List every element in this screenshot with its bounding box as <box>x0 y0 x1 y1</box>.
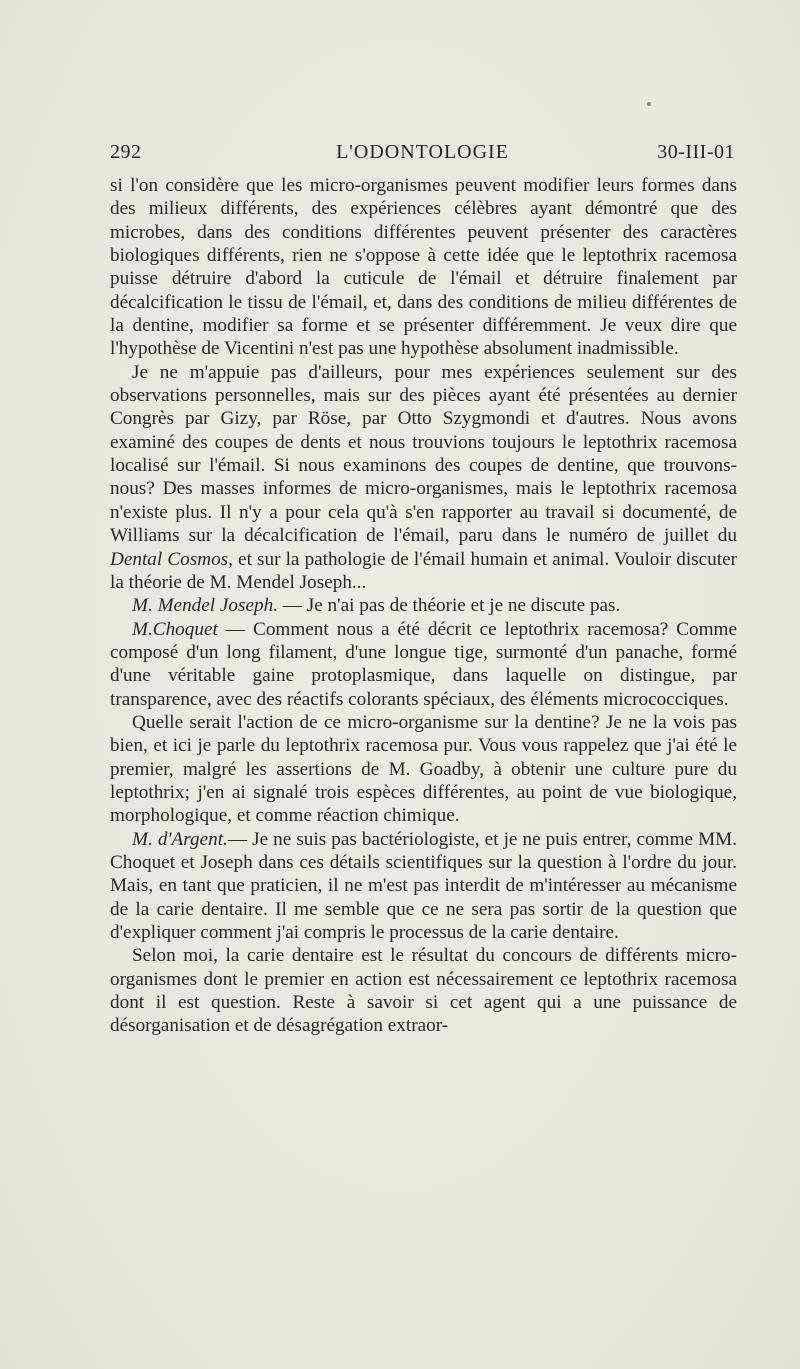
journal-title: L'ODONTOLOGIE <box>336 141 509 163</box>
paper-speck <box>647 102 651 106</box>
italic-run: M. d'Argent. <box>132 828 228 850</box>
text-run: Je ne m'appuie pas d'ailleurs, pour mes expériences seulement sur des observations personnelles, mais sur des pièces ayant été présentées au dernier Congrès par Gizy, par Röse, par Otto Szygmondi et d'autres. Nous avons examiné des coupes de dents et nous trouvions toujours le leptothrix racemosa localisé sur l'émail. Si nous examinons des coupes de dentine, que trouvons-nous? Des masses informes de micro-organismes, mais le leptothrix racemosa n'existe plus. Il n'y a pour cela qu'à s'en rapporter au travail si documenté, de Williams sur la décalcification de l'émail, paru dans le numéro de juillet du <box>110 361 737 547</box>
paragraph <box>110 174 737 361</box>
text-run: Quelle serait l'action de ce micro-organisme sur la dentine? Je ne la vois pas bien, et ici je parle du leptothrix racemosa pur. Vous vous rappelez que j'ai été le premier, malgré les assertions de M. Goadby, à obtenir une culture pure du leptothrix; j'en ai signalé trois espèces différentes, au point de vue biologique, morphologique, et comme réaction chimique. <box>110 711 737 827</box>
page-number: 292 <box>110 141 142 163</box>
paragraph <box>110 361 737 594</box>
text-run: — Je n'ai pas de théorie et je ne discute pas. <box>278 595 621 617</box>
text-run: — Comment nous a été décrit ce leptothrix racemosa? Comme composé d'un long filament, d'une longue tige, surmonté d'un panache, formé d'une véritable gaine protoplasmique, dans laquelle on distingue, par transparence, avec des réactifs colorants spéciaux, des éléments micrococciques. <box>110 618 737 710</box>
paragraph <box>110 828 737 945</box>
italic-run: M. Mendel Joseph. <box>132 595 278 617</box>
italic-run: Dental Cosmos <box>110 548 229 570</box>
paragraph <box>110 618 737 711</box>
italic-run: M.Choquet <box>132 618 218 640</box>
text-run: , et sur la pathologie de l'émail humain et animal. Vouloir discuter la théorie de M. Mendel Joseph... <box>110 548 737 593</box>
text-run: si l'on considère que les micro-organismes peuvent modifier leurs formes dans des milieux différents, des expériences célèbres ayant démontré que des microbes, dans des conditions différentes peuvent présenter des caractères biologiques différents, rien ne s'oppose à cette idée que le leptothrix racemosa puisse détruire d'abord la cuticule de l'émail et détruire finalement par décalcification le tissu de l'émail, et, dans des conditions de milieu différentes de la dentine, modifier sa forme et se présenter différemment. Je veux dire que l'hypothèse de Vicentini n'est pas une hypothèse absolument inadmissible. <box>110 175 737 360</box>
running-header <box>110 141 735 171</box>
paragraph <box>110 594 737 617</box>
issue-date: 30-III-01 <box>657 141 735 163</box>
paragraph <box>110 711 737 828</box>
article-body <box>110 174 737 1038</box>
text-run: — Je ne suis pas bactériologiste, et je ne puis entrer, comme MM. Choquet et Joseph dans ces détails scientifiques sur la question à l'ordre du jour. Mais, en tant que praticien, il ne m'est pas interdit de m'intéresser au mécanisme de la carie dentaire. Il me semble que ce ne sera pas sortir de la question que d'expliquer comment j'ai compris le processus de la carie dentaire. <box>110 828 737 943</box>
paragraph <box>110 944 737 1037</box>
text-run: Selon moi, la carie dentaire est le résultat du concours de différents micro-organismes dont le premier en action est nécessairement ce leptothrix racemosa dont il est question. Reste à savoir si cet agent qui a une puissance de désorganisation et de désagrégation extraor- <box>110 945 737 1037</box>
